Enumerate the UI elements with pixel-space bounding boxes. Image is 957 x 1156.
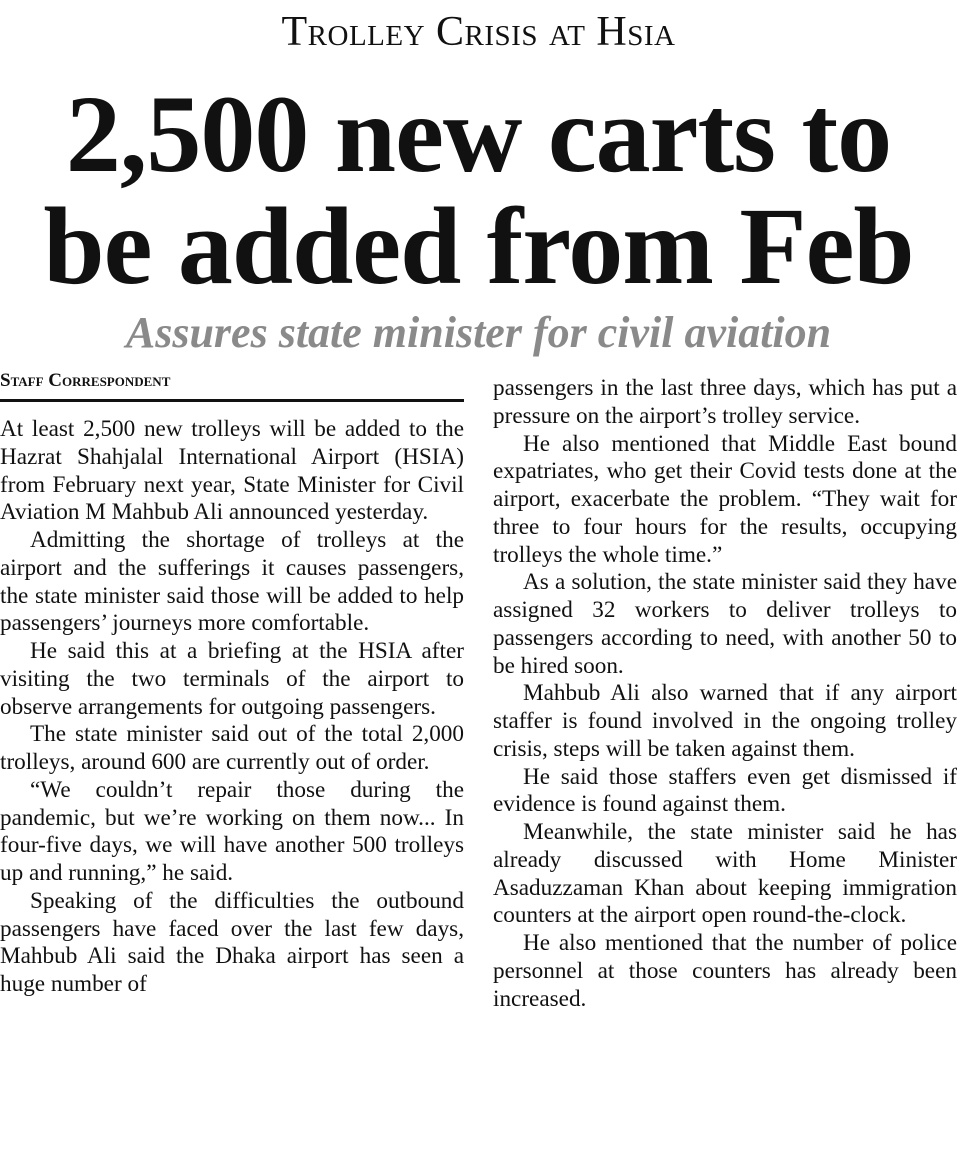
article-column-1 <box>0 416 464 999</box>
headline-line-2: be added from Feb <box>43 185 914 307</box>
kicker: Trolley Crisis at Hsia <box>281 9 676 55</box>
paragraph: passengers in the last three days, which has put a pressure on the airport’s trolley service. <box>493 375 957 429</box>
paragraph: Mahbub Ali also warned that if any airport staffer is found involved in the ongoing trolley crisis, steps will be taken against them. <box>493 680 957 762</box>
paragraph: He also mentioned that Middle East bound expatriates, who get their Covid tests done at the airport, exacerbate the problem. “They wait for three to four hours for the results, occupying trolleys the whole time.” <box>493 430 957 568</box>
paragraph: Admitting the shortage of trolleys at the airport and the sufferings it causes passengers, the state minister said those will be added to help passengers’ journeys more comfortable. <box>0 527 464 637</box>
paragraph: The state minister said out of the total 2,000 trolleys, around 600 are currently out of order. <box>0 721 464 775</box>
article-column-2 <box>493 375 957 1013</box>
paragraph: He also mentioned that the number of police personnel at those counters has already been increased. <box>493 930 957 1012</box>
paragraph: He said those staffers even get dismissed if evidence is found against them. <box>493 763 957 818</box>
paragraph: “We couldn’t repair those during the pandemic, but we’re working on them now... In four-five days, we will have another 500 trolleys up and running,” he said. <box>0 776 464 886</box>
headline-line-1: 2,500 new carts to <box>65 73 892 195</box>
subheadline: Assures state minister for civil aviation <box>125 308 832 357</box>
paragraph: At least 2,500 new trolleys will be added to the Hazrat Shahjalal International Airport (HSIA) from February next year, State Minister for Civil Aviation M Mahbub Ali announced yesterday. <box>0 416 464 526</box>
paragraph: Speaking of the difficulties the outbound passengers have faced over the last few days, Mahbub Ali said the Dhaka airport has seen a huge number of <box>0 887 464 997</box>
headline <box>0 73 957 307</box>
paragraph: As a solution, the state minister said they have assigned 32 workers to deliver trolleys to passengers according to need, with another 50 to be hired soon. <box>493 569 957 679</box>
byline: Staff Correspondent <box>0 368 464 402</box>
paragraph: Meanwhile, the state minister said he has already discussed with Home Minister Asaduzzaman Khan about keeping immigration counters at the airport open round-the-clock. <box>493 819 957 929</box>
paragraph: He said this at a briefing at the HSIA after visiting the two terminals of the airport to observe arrangements for outgoing passengers. <box>0 638 464 720</box>
